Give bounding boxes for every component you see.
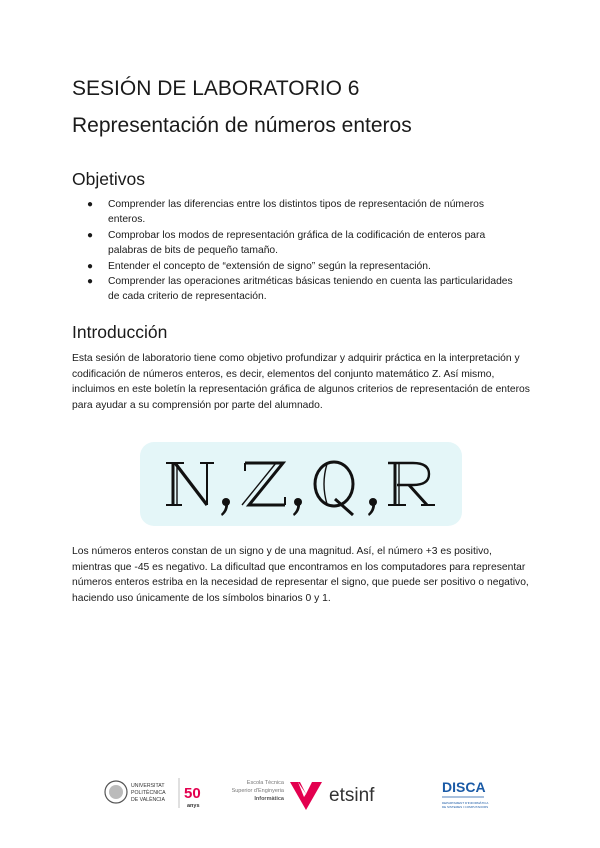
introduction-heading: Introducción bbox=[72, 322, 168, 342]
upv-name-line3: DE VALÈNCIA bbox=[131, 797, 165, 803]
etsinf-line2: Superior d'Enginyeria bbox=[231, 788, 284, 794]
list-item bbox=[72, 197, 522, 228]
etsinf-line1: Escola Tècnica bbox=[246, 780, 284, 786]
etsinf-line3: Informàtica bbox=[254, 796, 284, 802]
objective-text: Comprender las operaciones aritméticas básicas teniendo en cuenta las particularidades de cada criterio de representación. bbox=[108, 276, 513, 303]
introduction-paragraph-2: Los números enteros constan de un signo y de una magnitud. Así, el número +3 es positivo, mientras que -45 es negativo. La dificultad que encontramos en los computadores para representar números enteros estriba en la necesidad de representar el signo, que puede ser positivo o negativo, haciendo uso únicamente de los símbolos binarios 0 y 1. bbox=[72, 546, 529, 604]
disca-brand: DISCA bbox=[442, 779, 486, 795]
upv-name-line2: POLITÈCNICA bbox=[131, 790, 166, 796]
footer-logos bbox=[100, 770, 520, 818]
upv-name-line1: UNIVERSITAT bbox=[131, 783, 165, 789]
anniversary-word: anys bbox=[187, 803, 200, 809]
objective-text: Comprobar los modos de representación gráfica de la codificación de enteros para palabras de bits de pequeño tamaño. bbox=[108, 229, 486, 257]
disca-line1: DEPARTAMENT D'INFORMÀTICA bbox=[442, 801, 489, 805]
anniversary-number: 50 bbox=[184, 785, 201, 802]
objective-text: Comprender las diferencias entre los distintos tipos de representación de números enteros. bbox=[108, 199, 485, 226]
etsinf-brand: etsinf bbox=[329, 785, 375, 806]
etsinf-mark-icon bbox=[290, 782, 322, 810]
commas bbox=[221, 498, 377, 516]
rationals-symbol bbox=[315, 462, 353, 515]
list-item bbox=[72, 274, 522, 305]
introduction-paragraph-1: Esta sesión de laboratorio tiene como objetivo profundizar y adquirir práctica en la interpretación y codificación de números enteros, es decir, elementos del conjunto matemático Z. Así mismo, incluimos en este boletín la representación gráfica de algunos criterios de representación de enteros para ayudar a su comprensión por parte del alumnado. bbox=[72, 353, 530, 411]
naturals-symbol bbox=[166, 463, 214, 505]
objectives-list bbox=[72, 197, 522, 305]
list-item bbox=[72, 259, 522, 274]
bullet-icon: ● bbox=[87, 276, 94, 288]
number-sets-symbols bbox=[151, 449, 451, 519]
bullet-icon: ● bbox=[87, 199, 94, 210]
session-subtitle: Representación de números enteros bbox=[72, 114, 412, 137]
list-item bbox=[72, 228, 522, 259]
session-title: SESIÓN DE LABORATORIO 6 bbox=[72, 77, 360, 100]
number-sets-image bbox=[140, 442, 462, 526]
bullet-icon: ● bbox=[87, 260, 94, 272]
upv-seal-icon bbox=[105, 781, 127, 803]
bullet-icon: ● bbox=[87, 229, 94, 241]
integers-symbol bbox=[242, 463, 285, 505]
objectives-heading: Objetivos bbox=[72, 169, 145, 189]
objective-text: Entender el concepto de “extensión de signo” según la representación. bbox=[108, 260, 431, 272]
disca-line2: DE SISTEMES I COMPUTADORS bbox=[442, 805, 489, 809]
reals-symbol bbox=[388, 463, 435, 505]
